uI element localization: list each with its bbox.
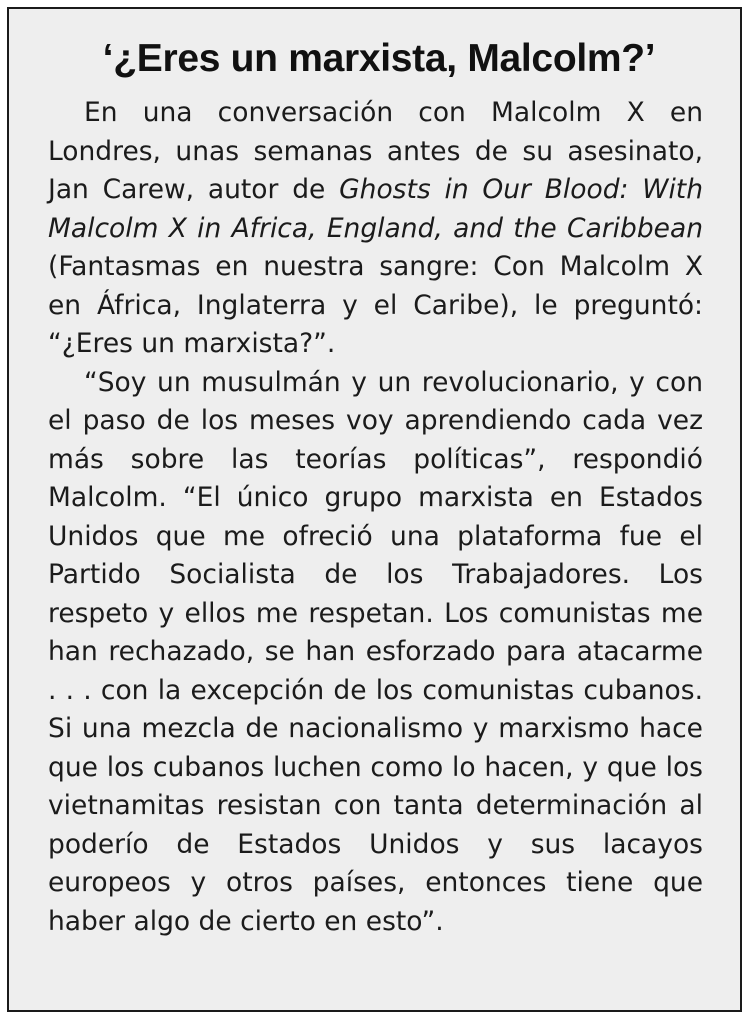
box-text bbox=[48, 94, 703, 941]
paragraph bbox=[48, 364, 703, 942]
text-segment: En una conversación con Malcolm X en Londres, unas semanas antes de su asesinato, Jan Carew, autor de bbox=[48, 97, 703, 205]
text-segment: (Fantasmas en nuestra sangre: Con Malcolm X en África, Inglaterra y el Caribe), le preguntó: “¿Eres un marxista?”. bbox=[48, 251, 703, 359]
text-segment: “Soy un musulmán y un revolucionario, y con el paso de los meses voy aprendiendo cada vez más sobre las teorías políticas”, respondió Malcolm. “El único grupo marxista en Estados Unidos que me ofreció una plataforma fue el Partido Socialista de los Trabajadores. Los respeto y ellos me respetan. Los comunistas me han rechazado, se han esforzado para atacarme . . . con la excepción de los comunistas cubanos. Si una mezcla de nacionalismo y marxismo hace que los cubanos luchen como lo hacen, y que los vietnamitas resistan con tanta determinación al poderío de Estados Unidos y sus lacayos europeos y otros países, entonces tiene que haber algo de cierto en esto”. bbox=[48, 366, 703, 937]
sidebar-box bbox=[7, 7, 742, 1012]
book-title: Ghosts in Our Blood: With Malcolm X in Africa, England, and the Caribbean bbox=[48, 174, 703, 244]
paragraph bbox=[48, 94, 703, 364]
box-title: ‘¿Eres un marxista, Malcolm?’ bbox=[102, 37, 656, 80]
